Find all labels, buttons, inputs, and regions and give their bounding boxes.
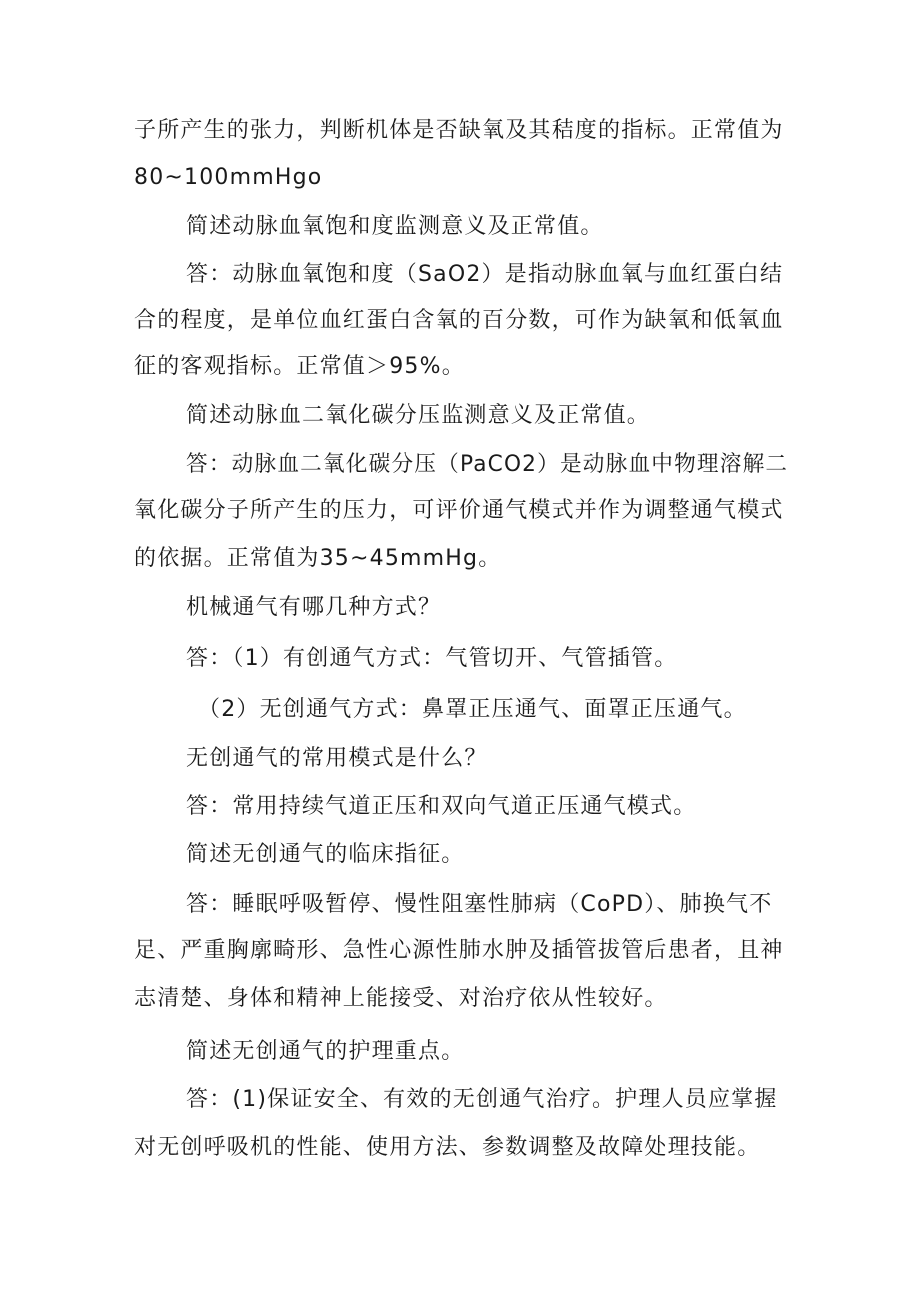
question-heading: 简述动脉血二氧化碳分压监测意义及正常值。 bbox=[186, 403, 651, 428]
answer-line: 答：(1)保证安全、有效的无创通气治疗。护理人员应掌握 bbox=[186, 1087, 778, 1112]
answer-line: 答：动脉血氧饱和度（SaO2）是指动脉血氧与血红蛋白结 bbox=[186, 262, 784, 287]
answer-line: （2）无创通气方式：鼻罩正压通气、面罩正压通气。 bbox=[198, 697, 747, 722]
question-heading: 无创通气的常用模式是什么？ bbox=[186, 746, 488, 771]
answer-line: 氧化碳分子所产生的压力，可评价通气模式并作为调整通气模式 bbox=[134, 498, 784, 523]
answer-line: 的依据。正常值为35~45mmHg。 bbox=[134, 546, 502, 571]
answer-line: 答：常用持续气道正压和双向气道正压通气模式。 bbox=[186, 794, 697, 819]
paragraph-line: 子所产生的张力，判断机体是否缺氧及其秸度的指标。正常值为 bbox=[134, 118, 784, 143]
question-heading: 简述无创通气的护理重点。 bbox=[186, 1039, 465, 1064]
answer-line: 足、严重胸廓畸形、急性心源性肺水肿及插管拔管后患者，且神 bbox=[134, 938, 784, 963]
paragraph-line: 80~100mmHgo bbox=[134, 165, 323, 190]
question-heading: 简述动脉血氧饱和度监测意义及正常值。 bbox=[186, 214, 604, 239]
answer-line: 答：动脉血二氧化碳分压（PaCO2）是动脉血中物理溶解二 bbox=[186, 452, 789, 477]
answer-line: 征的客观指标。正常值＞95%。 bbox=[134, 354, 465, 379]
answer-line: 答：睡眠呼吸暂停、慢性阻塞性肺病（CoPD）、肺换气不 bbox=[186, 892, 773, 917]
answer-line: 志清楚、身体和精神上能接受、对治疗依从性较好。 bbox=[134, 986, 668, 1011]
question-heading: 简述无创通气的临床指征。 bbox=[186, 842, 465, 867]
answer-line: 答：（1）有创通气方式：气管切开、气管插管。 bbox=[186, 646, 678, 671]
answer-line: 合的程度，是单位血红蛋白含氧的百分数，可作为缺氧和低氧血 bbox=[134, 308, 784, 333]
question-heading: 机械通气有哪几种方式？ bbox=[186, 595, 442, 620]
answer-line: 对无创呼吸机的性能、使用方法、参数调整及故障处理技能。 bbox=[134, 1135, 761, 1160]
